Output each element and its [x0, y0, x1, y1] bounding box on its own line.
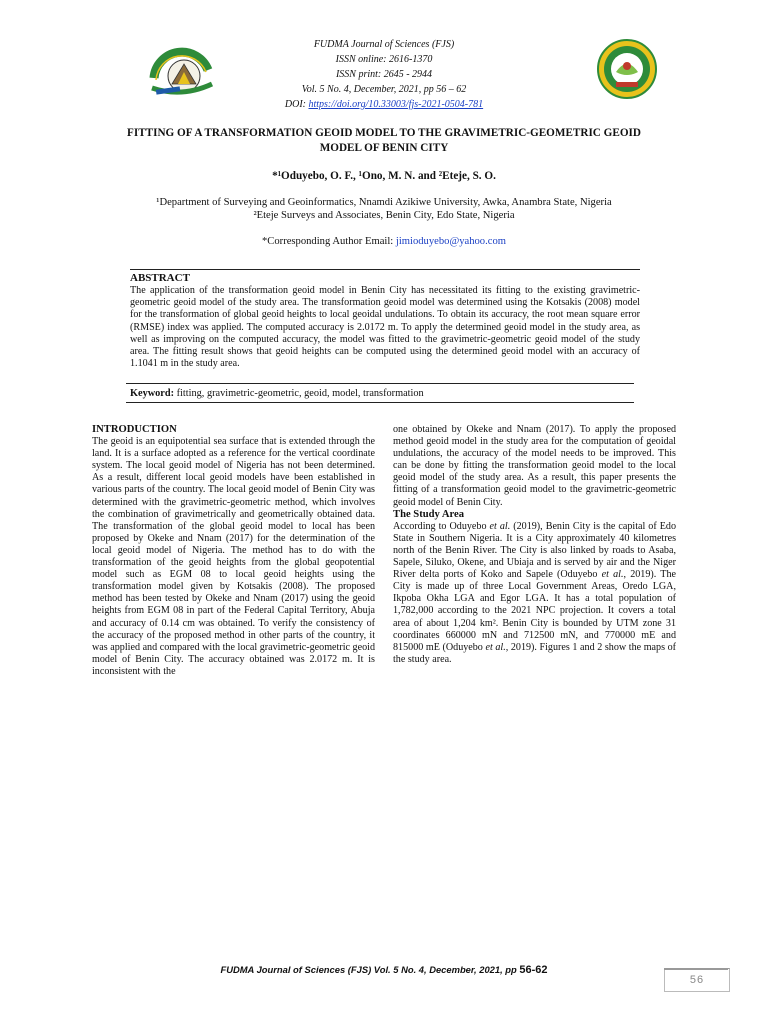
study-area-text: [393, 521, 676, 666]
study-area-text-2: (2019), Benin City is the capital of Edo State in Southern Nigeria. It is a City approximately 40 kilometres north of the Benin River. The City is also linked by roads to Asaba, Sapele, Siluko, Okene, and Ubiaja and is served by air and the Niger River delta ports of Koko and Sapele (Oduyebo: [393, 520, 676, 581]
page-number: 56: [664, 968, 730, 992]
affiliations: [110, 196, 658, 222]
keywords: [130, 388, 424, 399]
paper-authors: *¹Oduyebo, O. F., ¹Ono, M. N. and ²Eteje, S. O.: [272, 170, 496, 182]
journal-header: [200, 37, 568, 112]
right-column: [393, 424, 676, 666]
journal-logo: [596, 38, 658, 100]
affiliation-2: ²Eteje Surveys and Associates, Benin City, Edo State, Nigeria: [253, 210, 515, 221]
study-area-heading: The Study Area: [393, 508, 465, 520]
page-number-rule: [664, 968, 728, 970]
keywords-label: Keyword:: [130, 388, 175, 399]
abstract-text: The application of the transformation geoid model in Benin City has necessitated its fitting to the existing gravimetric-geometric geoid model of the study area. The transformation geoid model was determined using the Kotsakis (2008) model for the transformation of global geoid heights to local geoidal undulations. To obtain its accuracy, the root mean square error (RMSE) index was applied. The computed accuracy is 2.0172 m. To apply the determined geoid model in the study area, as well as improving on the computed accuracy, the model was fitted to the gravimetric-geometric geoid model of the study area. The fitting result shows that geoid heights can be computed using the determined geoid model with an accuracy of 1.1041 m in the study area.: [130, 285, 640, 370]
corresponding-email[interactable]: jimioduyebo@yahoo.com: [395, 236, 506, 247]
issn-print: ISSN print: 2645 - 2944: [335, 69, 433, 80]
doi-link[interactable]: https://doi.org/10.33003/fjs-2021-0504-781: [308, 99, 484, 110]
corresponding-label: *Corresponding Author Email:: [262, 236, 396, 247]
affiliation-1: ¹Department of Surveying and Geoinformatics, Nnamdi Azikiwe University, Awka, Anambra State, Nigeria: [156, 197, 612, 208]
doi-line: [200, 97, 568, 112]
issn-online: ISSN online: 2616-1370: [335, 54, 433, 65]
abstract-bottom-rule: [126, 383, 634, 384]
study-area-text-3: , 2019). The City is made up of three Local Government Areas, Oredo LGA, Ikpoba Okha LGA and Egor LGA. It has a total population of 1,782,000 according to the 2021 NPC projection. It covers a total area of about 1,204 km². Benin City is bounded by UTM zone 31 coordinates 660000 mN and 712500 mN, and 770000 mE and 815000 mE (Oduyebo: [393, 569, 676, 653]
left-column: [92, 424, 375, 678]
footer-pages: 56-62: [519, 964, 548, 976]
abstract-top-rule: [130, 269, 640, 270]
et-al-3: et al.,: [485, 641, 509, 653]
doi-label: DOI:: [284, 99, 309, 110]
journal-name: FUDMA Journal of Sciences (FJS): [313, 39, 455, 50]
footer-text: FUDMA Journal of Sciences (FJS) Vol. 5 No. 4, December, 2021, pp: [220, 964, 520, 975]
keywords-bottom-rule: [126, 402, 634, 403]
abstract-heading: ABSTRACT: [130, 272, 190, 284]
study-area-text-4: 2019). Figures 1 and 2 show the maps of the study area.: [393, 641, 676, 665]
page-footer: [160, 964, 608, 976]
volume-info: Vol. 5 No. 4, December, 2021, pp 56 – 62: [301, 84, 467, 95]
et-al-1: et al.: [489, 520, 511, 532]
paper-title: FITTING OF A TRANSFORMATION GEOID MODEL TO THE GRAVIMETRIC-GEOMETRIC GEOID MODEL OF BENIN CITY: [127, 127, 641, 154]
corresponding-author: [110, 236, 658, 247]
keywords-text: fitting, gravimetric-geometric, geoid, model, transformation: [174, 388, 424, 399]
introduction-right-text: one obtained by Okeke and Nnam (2017). To apply the proposed method geoid model in the study area for the computation of geoidal undulations, the accuracy of the model needs to be improved. This can be done by fitting the transformation geoid model to the local geoid model of the study area. As a result, this paper presents the fitting of a transformation geoid model to the gravimetric-geometric geoid model of Benin City.: [393, 424, 676, 508]
et-al-2: et al.: [601, 569, 624, 581]
introduction-heading: INTRODUCTION: [92, 424, 177, 435]
study-area-text-1: According to Oduyebo: [393, 520, 490, 532]
introduction-left-text: The geoid is an equipotential sea surface that is extended through the land. It is a surface adopted as a reference for the vertical coordinate system. The local geoid model of Nigeria has not been determined. As a result, different local geoid models have been established in various parts of the country. The local geoid model of Benin City was determined with the gravimetric-geometric method, which involves the combination of gravimetrically and geometrically obtained data. The transformation of the global geoid model to local has been proposed by Okeke and Nnam (2017) for the determination of the local geoid model of Nigeria. The method has to do with the transformation of the geoid heights from the global geopotential model such as EGM 08 to local geoid heights using the transformation model given by Kotsakis (2008). The proposed method has been tested by Okeke and Nnam (2017) using the geoid heights from EGM 08 in part of the Federal Capital Territory, Abuja and accuracy of 0.14 cm was obtained. To verify the consistency of the accuracy of the proposed method in other parts of the country, it was applied and compared with the local gravimetric-geometric geoid model of Benin City. The accuracy obtained was 2.0172 m. It is inconsistent with the: [92, 436, 375, 677]
